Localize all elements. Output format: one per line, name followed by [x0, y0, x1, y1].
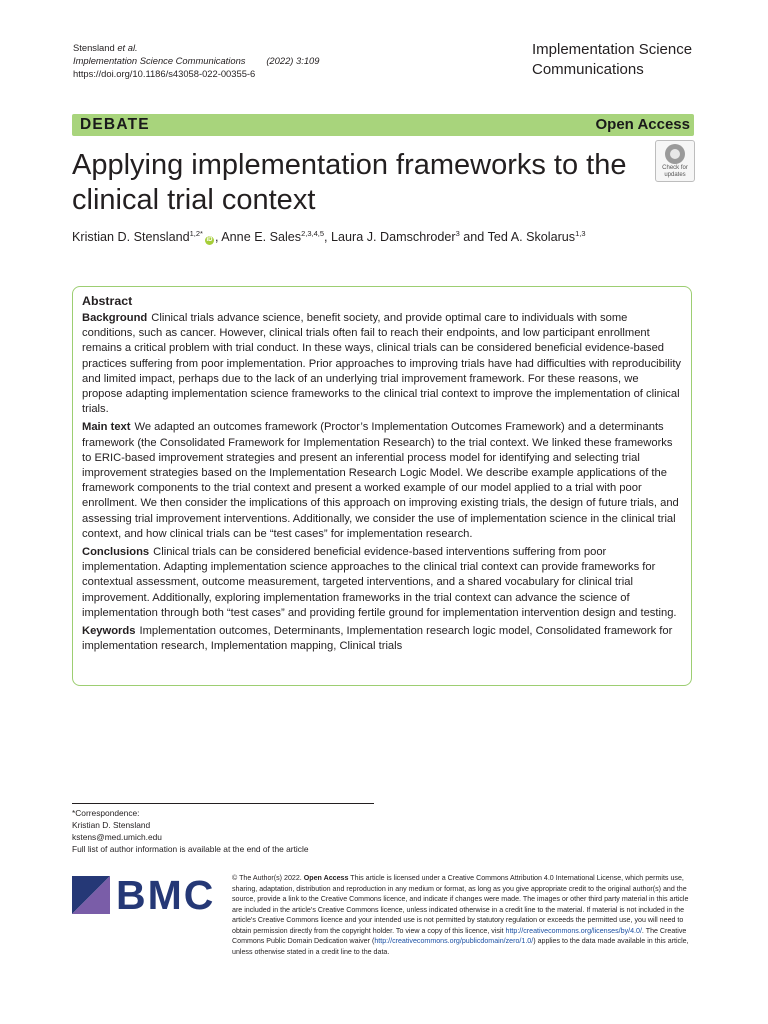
author-name[interactable]: Anne E. Sales: [221, 230, 302, 244]
open-access-label: Open Access: [595, 116, 690, 133]
author-affiliation: 2,3,4,5: [301, 229, 325, 238]
article-type-bar: [72, 114, 694, 136]
section-text: Clinical trials can be considered beneficial evidence-based interventions suffering from poor implementation. Adapting implementation science approaches to the clinical trial context can provide frameworks for contextual assessment, outcome measurement, targeted interventions, and a shared vocabulary for clinical trial improvement. Additionally, exploring implementation frameworks in the trial context can advance the science of implementation through both “test cases” and providing fertile ground for implementation intervention design and testing.: [82, 546, 677, 619]
author-info-note: Full list of author information is available at the end of the article: [72, 844, 309, 854]
copyright-notice: © The Author(s) 2022.: [232, 874, 302, 882]
abstract-heading: Abstract: [82, 294, 133, 308]
section-label: Conclusions: [82, 546, 150, 559]
citation-journal-issue: Implementation Science Communications (2022) 3:109: [73, 55, 320, 66]
abstract-main-text: [82, 420, 682, 542]
citation-author: Stensland: [73, 42, 115, 53]
correspondence-name: Kristian D. Stensland: [72, 820, 151, 830]
author-name[interactable]: Laura J. Damschroder: [331, 230, 456, 244]
author-name[interactable]: Kristian D. Stensland: [72, 230, 190, 244]
section-text: Clinical trials advance science, benefit society, and provide optimal care to individuals with some conditions, such as cancer. However, clinical trials often fail to reach their endpoints, and low participant enrollment remains a critical problem with trial conduct. In these ways, clinical trials can be considered beneficial evidence-based practices suffering from poor implementation. Prior approaches to improving trials have had difficulties with reproducibility and limited impact, perhaps due to the lack of an underlying trial improvement framework. For these reasons, we propose adapting implementation science frameworks to the clinical trial context to improve the implementation of clinical trials.: [82, 312, 682, 416]
cc-zero-waiver-link[interactable]: http://creativecommons.org/publicdomain/zero/1.0/: [374, 937, 534, 945]
section-label: Main text: [82, 421, 131, 434]
author-affiliation: 3: [455, 229, 460, 238]
cc-by-license-link[interactable]: http://creativecommons.org/licenses/by/4.0/: [505, 926, 642, 935]
abstract-box: [72, 286, 692, 686]
journal-name: [532, 40, 692, 79]
abstract-background: [82, 311, 682, 417]
citation-block: [73, 41, 319, 80]
citation-etal: et al.: [117, 42, 138, 53]
citation-doi-link[interactable]: https://doi.org/10.1186/s43058-022-00355-6: [73, 68, 256, 79]
correspondence-block: [72, 807, 309, 855]
section-text: We adapted an outcomes framework (Proctor’s Implementation Outcomes Framework) and a determinants framework (the Consolidated Framework for Implementation Research) to the trial context. We linked these frameworks to ERIC-based improvement strategies and present an inferential process model for identifying and selecting trial improvement strategies based on the Implementation Research Logic Model. We describe example applications of the framework components to the trial context and present a worked example of our model applied to a trial with poor enrollment. We then consider the implications of this approach on improving existing trials, the design of future trials, and assessing trial improvement interventions. Additionally, we consider the use of implementation science in the clinical trial context, and how clinical trials can be “test cases” for implementation research.: [82, 421, 679, 540]
correspondence-email-link[interactable]: kstens@med.umich.edu: [72, 832, 162, 842]
license-body-2: . The Creative Commons Public Domain Dedication waiver (: [232, 926, 687, 945]
author-list: [72, 229, 586, 245]
license-body: This article is licensed under a Creative Commons Attribution 4.0 International License, which permits use, sharing, adaptation, distribution and reproduction in any medium or format, as long as you give appropriate credit to the original author(s) and the source, provide a link to the Creative Commons licence, and indicate if changes were made. The images or other third party material in this article are included in the article’s Creative Commons licence, unless indicated otherwise in a credit line to the material. If material is not included in the article’s Creative Commons licence and your intended use is not permitted by statutory regulation or exceeds the permitted use, you will need to obtain permission directly from the copyright holder. To view a copy of this licence, visit: [232, 874, 689, 935]
correspondence-label: *Correspondence:: [72, 808, 140, 818]
author-separator: ,: [214, 230, 222, 244]
journal-name-line1: Implementation Science: [532, 41, 693, 58]
author-separator: ,: [324, 230, 332, 244]
license-text: [232, 873, 694, 957]
author-and: and: [459, 230, 488, 244]
publisher-name: BMC: [116, 872, 216, 918]
orcid-icon[interactable]: iD: [206, 237, 213, 243]
abstract-conclusions: [82, 545, 682, 621]
license-open-access: Open Access: [303, 874, 349, 882]
section-label: Keywords: [82, 625, 136, 638]
journal-name-line2: Communications: [532, 60, 644, 78]
section-text: Implementation outcomes, Determinants, Implementation research logic model, Consolidated framework for implementation research, Implementation mapping, Clinical trials: [82, 625, 673, 653]
bmc-logo-icon: [72, 876, 110, 914]
author-affiliation: 1,3: [575, 229, 586, 238]
article-title: Applying implementation frameworks to the clinical trial context: [72, 149, 627, 216]
check-updates-icon: [665, 144, 685, 164]
author-name[interactable]: Ted A. Skolarus: [487, 230, 576, 244]
check-for-updates-button[interactable]: [655, 140, 695, 182]
footnote-divider: [72, 803, 374, 804]
license-body-3: ) applies to the data made available in this article, unless otherwise stated in a credit line to the data.: [232, 937, 689, 956]
abstract-keywords: [82, 624, 682, 654]
section-label: Background: [82, 312, 148, 324]
check-updates-label: Check for updates: [662, 165, 688, 178]
author-affiliation: 1,2*: [189, 229, 203, 238]
article-type-label: DEBATE: [80, 116, 150, 133]
publisher-logo[interactable]: [72, 872, 222, 918]
